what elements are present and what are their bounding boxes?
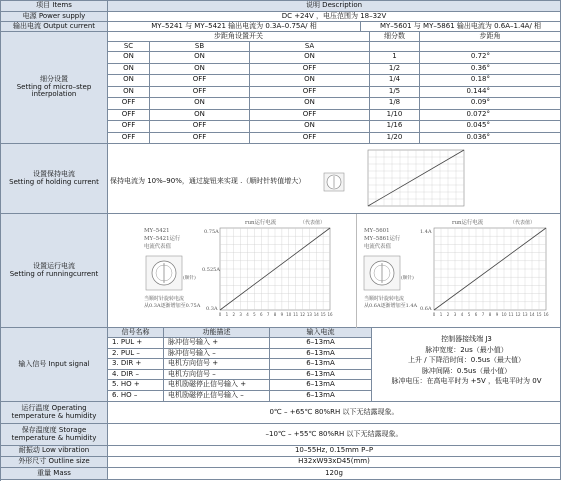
microstep-ms-div-5: 1/10	[370, 110, 420, 122]
outline-label: 外形尺寸 Outline size	[1, 457, 108, 468]
holding-text: 保持电流为 10%–90%，通过旋钮来实现 .（顺时针转值增大）	[110, 177, 306, 185]
chart-b-xtick-1: 1	[439, 312, 443, 317]
panel-b-model-2: MY–5861运行	[364, 236, 401, 242]
power-value: DC +24V ，电压范围为 18–32V	[108, 12, 561, 22]
panel-b-chart	[433, 228, 549, 317]
microstep-ms-sa-2: ON	[250, 75, 370, 87]
input-note-4: 脉冲电压：在高电平时为 +5V ，低电平时为 0V	[391, 377, 542, 385]
microstep-ms-div-4: 1/8	[370, 98, 420, 110]
operating-temp-label-en: temperature & humidity	[11, 411, 97, 420]
vibration-label: 耐振动 Low vibration	[1, 446, 108, 457]
chart-b-xtick-14: 14	[529, 312, 535, 317]
microstep-ms-sc-5: OFF	[108, 110, 150, 122]
chart-b-xtick-7: 7	[481, 312, 485, 317]
panel-a-note-1: 当顺时针旋转电流	[144, 296, 185, 302]
microstep-switch-group: 步距角设置开关	[108, 32, 370, 42]
panel-b-chart-legend: （代表值）	[510, 220, 536, 226]
input-current-4: 6–13mA	[270, 380, 372, 391]
microstep-col-div: 细分数	[370, 32, 420, 42]
microstep-ms-sc-7: OFF	[108, 133, 150, 145]
microstep-ms-sc-6: OFF	[108, 121, 150, 133]
panel-b-knob-icon	[364, 256, 400, 290]
input-name-4: 5. HO +	[108, 380, 164, 391]
mass-value: 120g	[108, 468, 561, 480]
holding-label-en: Setting of holding current	[9, 177, 99, 186]
microstep-ms-angle-7: 0.036°	[420, 133, 561, 145]
panel-a-model-3: 电流代表值	[144, 244, 171, 250]
chart-a-xtick-1: 1	[225, 312, 229, 317]
microstep-ms-sb-2: OFF	[150, 75, 250, 87]
microstep-ms-sa-0: ON	[250, 52, 370, 64]
running-label	[1, 214, 108, 328]
panel-a-chart	[219, 228, 333, 317]
running-divider	[356, 214, 357, 328]
chart-a-xtick-13: 13	[306, 312, 312, 317]
panel-a-knob-label: (顺针)	[183, 276, 196, 281]
microstep-ms-sa-1: OFF	[250, 64, 370, 76]
microstep-ms-angle-5: 0.072°	[420, 110, 561, 122]
operating-temp-label	[1, 402, 108, 424]
input-current-1: 6–13mA	[270, 349, 372, 360]
storage-temp-label-en: temperature & humidity	[11, 433, 97, 442]
microstep-ms-div-2: 1/4	[370, 75, 420, 87]
microstep-ms-sc-1: ON	[108, 64, 150, 76]
chart-a-xtick-7: 7	[266, 312, 270, 317]
chart-b-xtick-6: 6	[474, 312, 478, 317]
microstep-col-sb: SB	[150, 42, 250, 52]
microstep-ms-sb-4: ON	[150, 98, 250, 110]
storage-temp-value: –10℃ – +55℃ 80%RH 以下无结露现象。	[108, 424, 561, 446]
microstep-col-sc: SC	[108, 42, 150, 52]
chart-a-xtick-4: 4	[246, 312, 249, 317]
chart-a-xtick-2: 2	[232, 312, 236, 317]
header-description: 说明 Description	[108, 1, 561, 12]
microstep-ms-angle-1: 0.36°	[420, 64, 561, 76]
storage-temp-label-cn: 保存温度度 Storage	[21, 425, 87, 434]
microstep-ms-div-3: 1/5	[370, 87, 420, 99]
chart-a-xtick-15: 15	[320, 312, 326, 317]
microstep-col-div-blank	[370, 42, 420, 52]
chart-b-xtick-12: 12	[515, 312, 521, 317]
input-notes	[372, 334, 561, 387]
microstep-col-sa: SA	[250, 42, 370, 52]
power-row	[0, 12, 561, 22]
microstep-ms-sa-5: OFF	[250, 110, 370, 122]
panel-a-y-mid: 0.525A	[202, 267, 220, 273]
chart-b-xtick-4: 4	[460, 312, 464, 317]
microstep-col-angle: 步距角	[420, 32, 561, 42]
input-current-2: 6–13mA	[270, 359, 372, 370]
running-panel-a	[140, 216, 355, 326]
microstep-label-cn: 细分设置	[40, 74, 68, 83]
microstep-ms-sc-2: ON	[108, 75, 150, 87]
holding-knob-icon	[324, 173, 344, 191]
chart-b-xtick-3: 3	[453, 312, 457, 317]
microstep-ms-angle-6: 0.045°	[420, 121, 561, 133]
input-current-3: 6–13mA	[270, 370, 372, 381]
chart-a-xtick-0: 0	[218, 312, 222, 317]
power-label: 电源 Power supply	[1, 12, 108, 22]
microstep-ms-div-0: 1	[370, 52, 420, 64]
microstep-ms-angle-0: 0.72°	[420, 52, 561, 64]
input-current-5: 6–13mA	[270, 391, 372, 402]
microstep-ms-sc-4: OFF	[108, 98, 150, 110]
panel-a-chart-legend: （代表值）	[300, 220, 326, 226]
input-name-5: 6. HO –	[108, 391, 164, 402]
output-current-label: 输出电流 Output current	[1, 22, 108, 32]
input-name-3: 4. DIR –	[108, 370, 164, 381]
holding-diagram	[320, 148, 470, 210]
input-note-0: 控制器接线端 J3	[441, 335, 492, 343]
microstep-ms-sa-7: OFF	[250, 133, 370, 145]
panel-b-note-1: 当顺时针旋转电流	[364, 296, 405, 302]
input-desc-0: 脉冲信号输入 +	[164, 338, 270, 349]
chart-a-xtick-6: 6	[259, 312, 263, 317]
chart-a-xtick-8: 8	[273, 312, 277, 317]
input-desc-2: 电机方向信号 +	[164, 359, 270, 370]
input-col-current: 输入电流	[270, 328, 372, 338]
chart-a-xtick-12: 12	[299, 312, 306, 317]
panel-a-note-2: 从0.3A逐渐增加至0.75A	[144, 303, 201, 309]
chart-a-xtick-14: 14	[313, 312, 319, 317]
chart-a-xtick-16: 16	[327, 312, 333, 317]
input-desc-5: 电机励磁停止信号输入 –	[164, 391, 270, 402]
panel-a-model-2: MY–5421运行	[144, 236, 181, 242]
outline-value: H32xW93xD45(mm)	[108, 457, 561, 468]
microstep-ms-sa-6: ON	[250, 121, 370, 133]
output-current-value-a: MY–5241 与 MY–5421 输出电流为 0.3A–0.75A/ 相	[108, 22, 361, 32]
microstep-ms-sa-4: ON	[250, 98, 370, 110]
chart-b-xtick-16: 16	[543, 312, 549, 317]
microstep-ms-sb-3: OFF	[150, 87, 250, 99]
output-current-value-b: MY–5601 与 MY–5861 输出电流为 0.6A–1.4A/ 相	[361, 22, 561, 32]
chart-b-xtick-10: 10	[501, 312, 507, 317]
input-name-0: 1. PUL +	[108, 338, 164, 349]
panel-b-y-bot: 0.6A	[420, 306, 432, 312]
input-signal-label: 输入信号 Input signal	[1, 328, 108, 402]
microstep-ms-sb-7: OFF	[150, 133, 250, 145]
chart-b-xtick-5: 5	[467, 312, 471, 317]
holding-chart	[368, 150, 464, 206]
microstep-ms-div-6: 1/16	[370, 121, 420, 133]
panel-b-note-2: 从0.6A逐渐增加至1.4A	[364, 303, 418, 309]
panel-b-chart-title: run运行电流	[452, 220, 484, 226]
input-note-1: 脉冲宽度：2us（最小值）	[425, 345, 508, 354]
panel-b-model-3: 电流代表值	[364, 244, 391, 250]
microstep-ms-sb-5: ON	[150, 110, 250, 122]
panel-b-knob-label: (顺针)	[401, 276, 414, 281]
input-col-name: 信号名称	[108, 328, 164, 338]
panel-a-knob-icon	[146, 256, 182, 290]
chart-a-xtick-5: 5	[253, 312, 256, 317]
running-label-en: Setting of runningcurrent	[9, 269, 99, 278]
input-name-2: 3. DIR +	[108, 359, 164, 370]
operating-temp-value: 0℃ – +65℃ 80%RH 以下无结露现象。	[108, 402, 561, 424]
panel-a-y-top: 0.75A	[204, 229, 219, 235]
microstep-ms-angle-3: 0.144°	[420, 87, 561, 99]
mass-label: 重量 Mass	[1, 468, 108, 480]
input-note-3: 脉冲间隔：0.5us（最小值）	[421, 366, 512, 375]
operating-temp-label-cn: 运行温度 Operating	[21, 403, 87, 412]
header-row	[0, 1, 561, 12]
storage-temp-label	[1, 424, 108, 446]
microstep-ms-sb-1: ON	[150, 64, 250, 76]
chart-b-xtick-11: 11	[508, 312, 514, 317]
chart-b-xtick-0: 0	[432, 312, 436, 317]
panel-a-chart-title: run运行电流	[245, 220, 277, 226]
microstep-ms-sb-0: ON	[150, 52, 250, 64]
header-items: 项目 Items	[1, 1, 108, 12]
chart-b-xtick-13: 13	[522, 312, 528, 317]
input-current-0: 6–13mA	[270, 338, 372, 349]
input-desc-3: 电机方向信号 –	[164, 370, 270, 381]
vibration-value: 10–55Hz, 0.15mm P–P	[108, 446, 561, 457]
microstep-ms-sc-0: ON	[108, 52, 150, 64]
microstep-ms-angle-2: 0.18°	[420, 75, 561, 87]
chart-a-xtick-9: 9	[280, 312, 284, 317]
panel-b-model-1: MY–5601	[364, 228, 390, 234]
chart-a-xtick-3: 3	[239, 312, 242, 317]
microstep-col-angle-blank	[420, 42, 561, 52]
running-label-cn: 设置运行电流	[33, 261, 75, 270]
input-col-desc: 功能描述	[164, 328, 270, 338]
microstep-label	[1, 32, 108, 144]
chart-a-xtick-11: 11	[293, 312, 299, 317]
input-desc-1: 脉冲信号输入 –	[164, 349, 270, 360]
panel-a-model-1: MY–5421	[144, 228, 170, 234]
chart-b-xtick-8: 8	[488, 312, 492, 317]
microstep-ms-div-1: 1/2	[370, 64, 420, 76]
chart-a-xtick-10: 10	[286, 312, 292, 317]
microstep-ms-sc-3: ON	[108, 87, 150, 99]
chart-b-xtick-9: 9	[495, 312, 499, 317]
input-name-1: 2. PUL –	[108, 349, 164, 360]
input-note-2: 上升 / 下降沿时间：0.5us（最大值）	[407, 356, 526, 364]
running-panel-b	[360, 216, 560, 326]
holding-label-cn: 设置保持电流	[33, 169, 75, 178]
microstep-label-en: Setting of micro–step interpolation	[16, 82, 92, 99]
panel-b-y-top: 1.4A	[420, 229, 432, 235]
holding-label	[1, 144, 108, 214]
input-desc-4: 电机励磁停止信号输入 +	[164, 380, 270, 391]
chart-b-xtick-2: 2	[446, 312, 450, 317]
microstep-ms-sa-3: OFF	[250, 87, 370, 99]
output-current-row	[0, 22, 561, 32]
chart-b-xtick-15: 15	[536, 312, 542, 317]
microstep-ms-angle-4: 0.09°	[420, 98, 561, 110]
microstep-ms-sb-6: OFF	[150, 121, 250, 133]
microstep-ms-div-7: 1/20	[370, 133, 420, 145]
panel-a-y-bot: 0.3A	[206, 306, 218, 312]
